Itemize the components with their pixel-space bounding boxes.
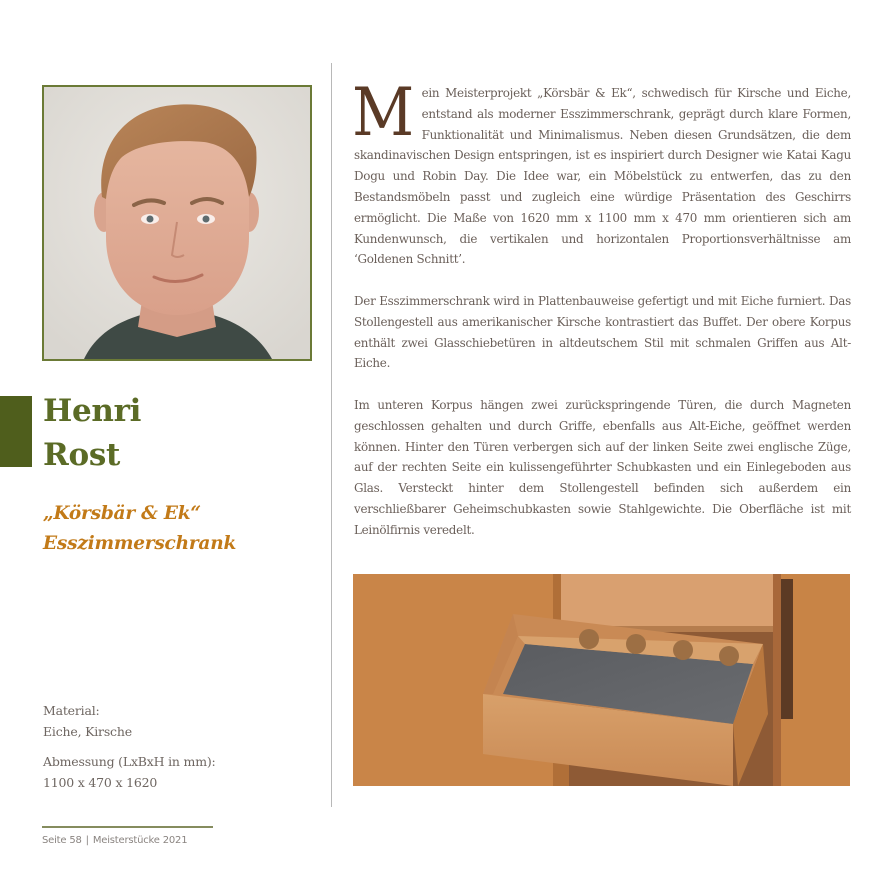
project-name: „Körsbär & Ek“ [43, 503, 201, 524]
article-paragraph: Im unteren Korpus hängen zwei zurückspringende Türen, die durch Magneten geschlossen gehalten und durch Griffe, ebenfalls aus Alt-Eiche, geöffnet werden können. Hinter den Türen verbergen sich auf der linken Seite zwei englische Züge, auf der rechten Seite ein kulissengeführter Schubkasten und ein Einlegeboden aus Glas. Versteckt hinter dem Stollengestell befinden sich außerdem ein verschließbarer Geheimschubkasten sowie Stahlgewichte. Die Oberfläche ist mit Leinölfirnis veredelt. [354, 397, 851, 537]
drop-cap: M [352, 74, 413, 151]
dimensions-spec [43, 751, 216, 793]
article-body [352, 74, 851, 561]
author-name [43, 389, 141, 477]
dimensions-label: Abmessung (LxBxH in mm): [43, 754, 216, 769]
project-specs [43, 700, 216, 802]
material-value: Eiche, Kirsche [43, 724, 132, 739]
publication-title: Meisterstücke 2021 [92, 835, 188, 846]
author-first-name: Henri [43, 393, 142, 429]
drawer-illustration [353, 574, 850, 786]
dimensions-value: 1100 x 470 x 1620 [43, 775, 158, 790]
column-divider [331, 63, 332, 807]
project-type: Esszimmerschrank [43, 533, 237, 554]
page-number: Seite 58 [42, 835, 82, 846]
portrait-illustration [44, 87, 310, 359]
author-last-name: Rost [43, 437, 121, 473]
paragraph-text: ein Meisterprojekt „Körsbär & Ek“, schwedisch für Kirsche und Eiche, entstand als moderner Esszimmerschrank, geprägt durch klare Formen, Funktionalität und Minimalismus. Neben diesen Grundsätzen, die dem skandinavischen Design entspringen, ist es inspiriert durch Designer wie Katai Kagu Dogu und Robin Day. Die Idee war, ein Möbelstück zu entwerfen, das zu den Bestandsmöbeln passt und zugleich eine würdige Präsentation des Geschirrs ermöglicht. Die Maße von 1620 mm x 1100 mm x 470 mm orientieren sich am Kundenwunsch, die vertikalen und horizontalen Proportionsverhältnisse am ‘Goldenen Schnitt’. [354, 86, 851, 267]
author-portrait-photo [42, 85, 312, 361]
article-paragraph [352, 74, 851, 270]
page-footer [42, 835, 187, 846]
accent-bar [0, 396, 32, 467]
footer-separator: | [85, 835, 89, 846]
furniture-drawer-photo [353, 574, 850, 786]
project-title [43, 499, 236, 559]
material-spec [43, 700, 216, 742]
article-paragraph: Der Esszimmerschrank wird in Plattenbauweise gefertigt und mit Eiche furniert. Das Stollengestell aus amerikanischer Kirsche kontrastiert das Buffet. Der obere Korpus enthält zwei Glasschiebetüren in altdeutschem Stil mit schmalen Griffen aus Alt-Eiche. [354, 293, 851, 371]
footer-rule [42, 826, 213, 828]
material-label: Material: [43, 703, 100, 718]
